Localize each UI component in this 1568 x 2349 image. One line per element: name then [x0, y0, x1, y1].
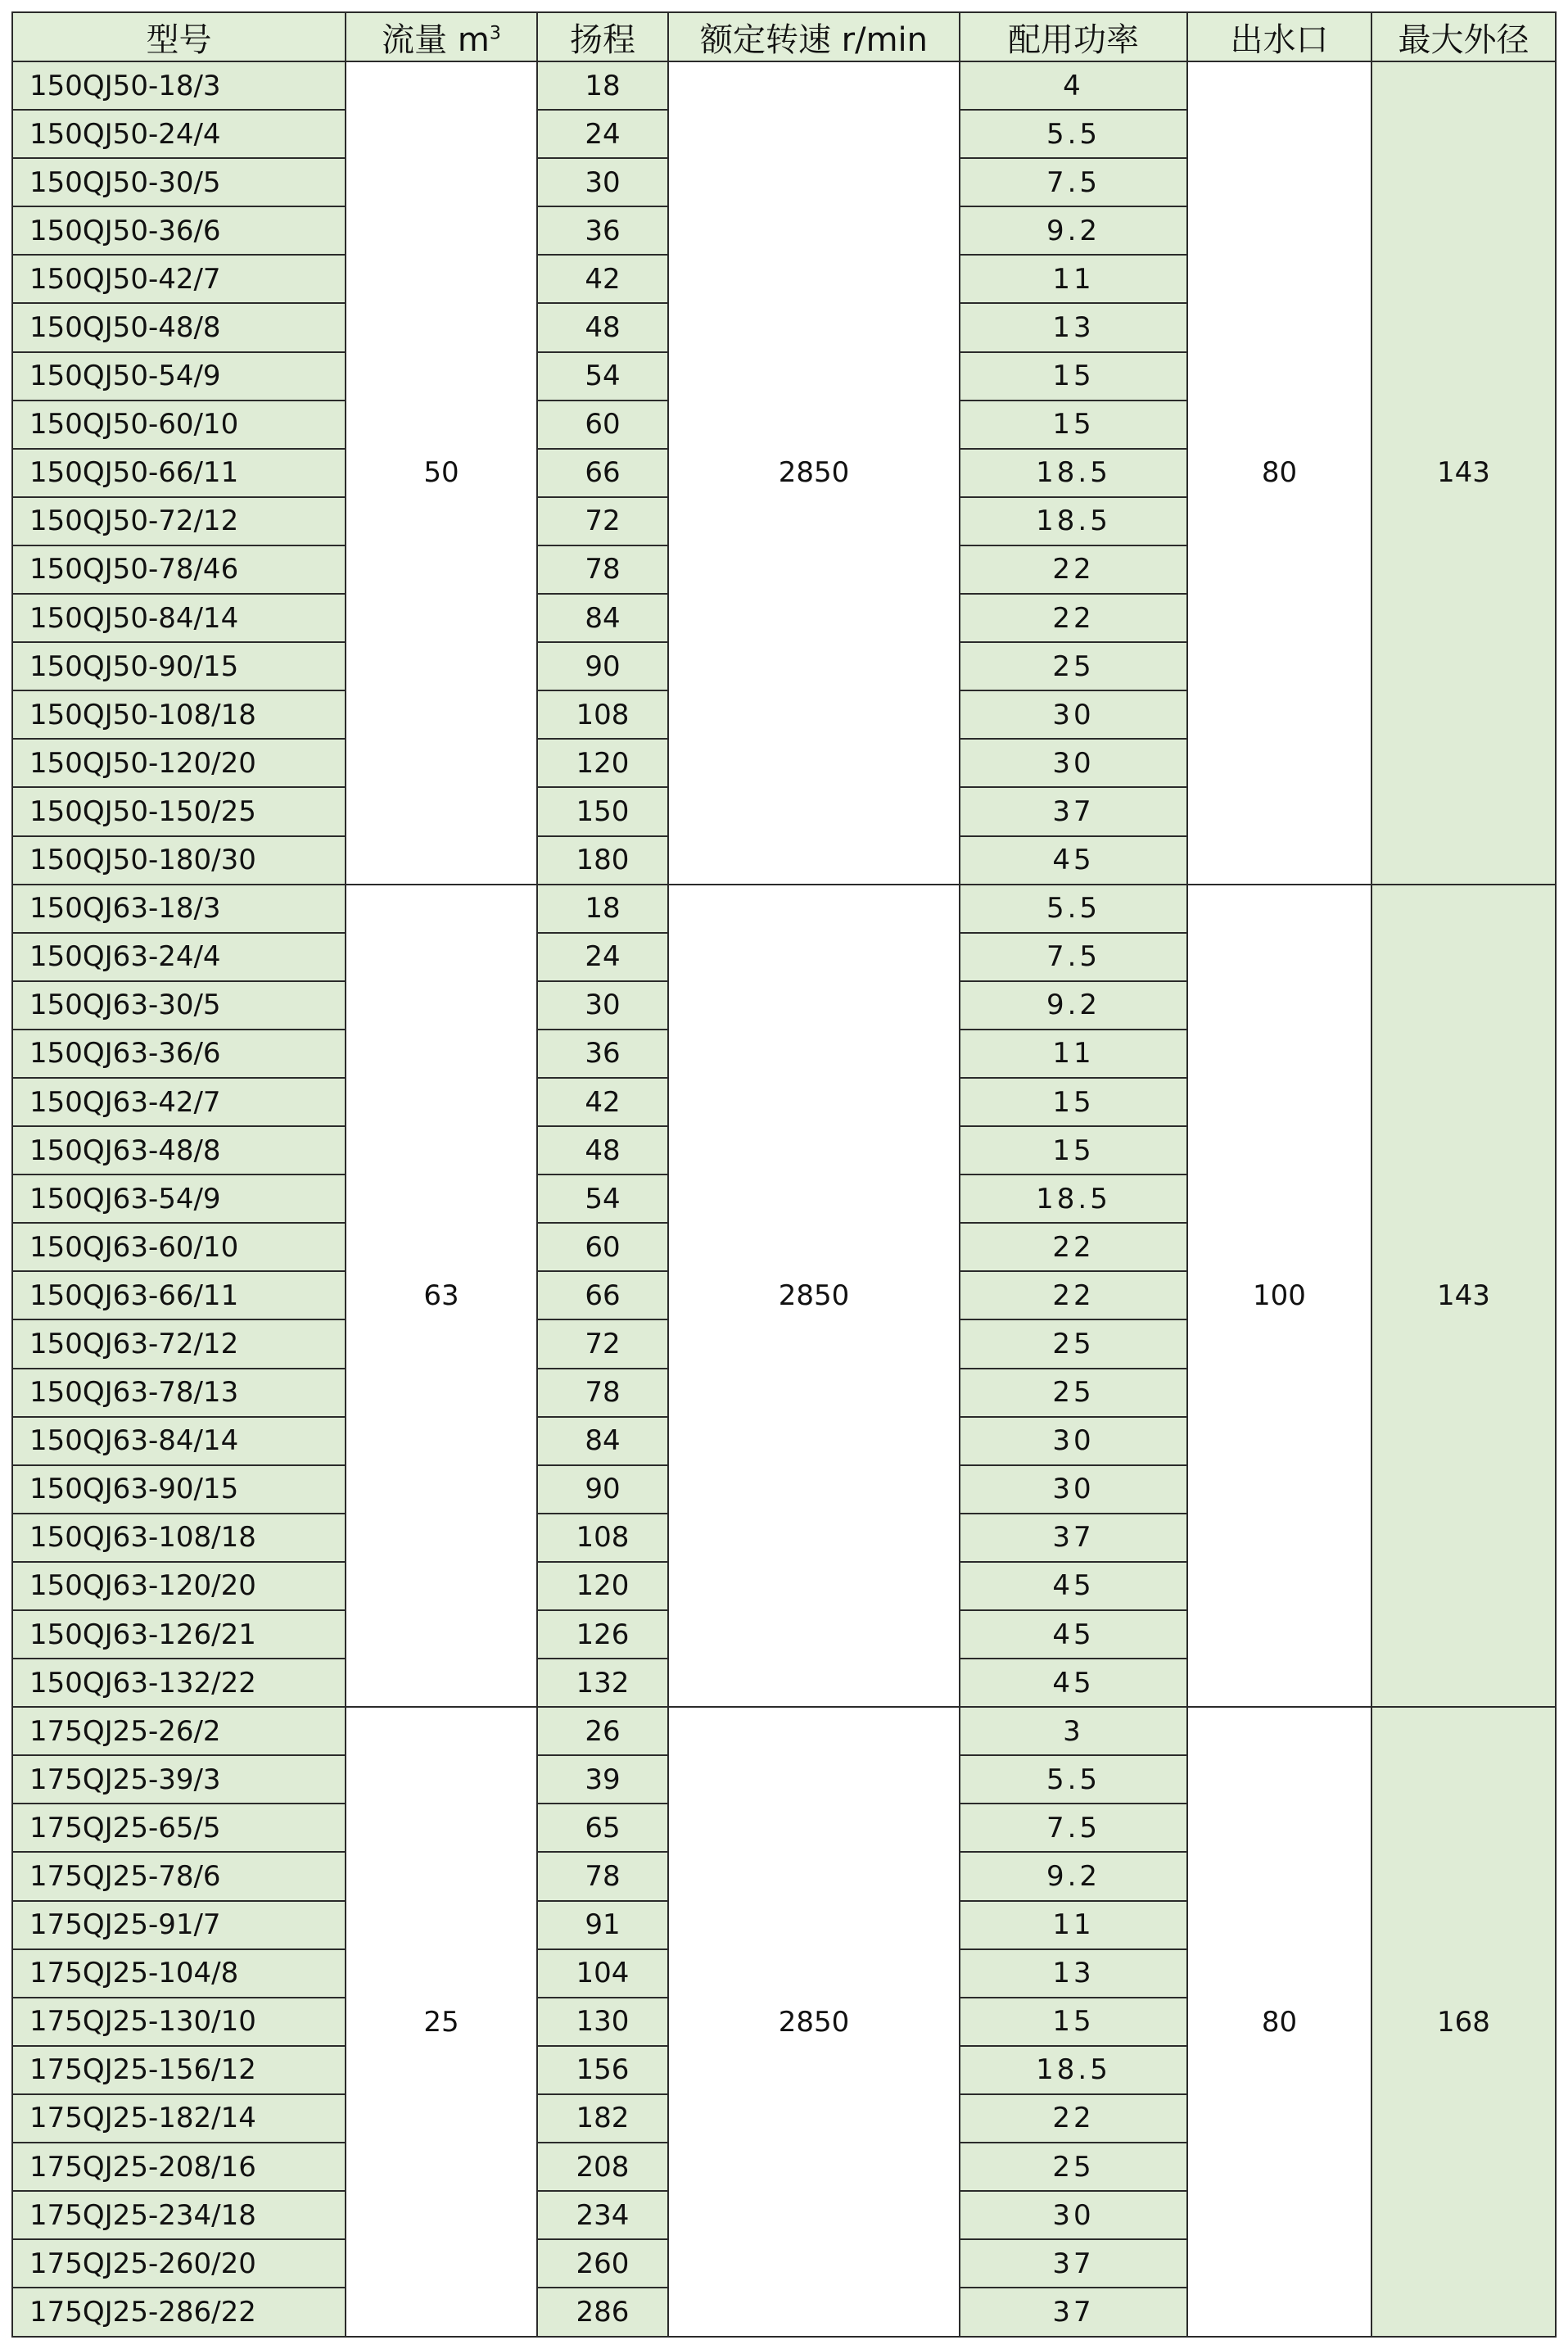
model-cell: 150QJ50-180/30 — [12, 836, 346, 885]
power-cell: 37 — [960, 787, 1187, 835]
head-cell: 78 — [537, 1852, 668, 1900]
head-cell: 36 — [537, 1030, 668, 1078]
diameter-cell: 168 — [1371, 1707, 1556, 2337]
power-cell: 4 — [960, 61, 1187, 110]
model-cell: 150QJ50-72/12 — [12, 497, 346, 545]
power-cell: 37 — [960, 2288, 1187, 2337]
diameter-cell: 143 — [1371, 61, 1556, 885]
model-cell: 150QJ63-48/8 — [12, 1126, 346, 1174]
head-cell: 66 — [537, 449, 668, 497]
head-cell: 26 — [537, 1707, 668, 1755]
head-cell: 104 — [537, 1949, 668, 1998]
model-cell: 150QJ50-60/10 — [12, 401, 346, 449]
power-cell: 5.5 — [960, 885, 1187, 933]
model-cell: 175QJ25-234/18 — [12, 2191, 346, 2239]
power-cell: 15 — [960, 401, 1187, 449]
speed-cell: 2850 — [668, 61, 960, 885]
head-cell: 39 — [537, 1755, 668, 1804]
head-cell: 90 — [537, 642, 668, 690]
model-cell: 150QJ50-42/7 — [12, 255, 346, 303]
power-cell: 9.2 — [960, 981, 1187, 1030]
header-flow — [346, 12, 537, 61]
power-cell: 7.5 — [960, 1804, 1187, 1852]
model-cell: 150QJ63-60/10 — [12, 1223, 346, 1271]
outlet-cell: 100 — [1187, 885, 1371, 1708]
power-cell: 15 — [960, 1126, 1187, 1174]
head-cell: 130 — [537, 1998, 668, 2046]
head-cell: 30 — [537, 158, 668, 206]
head-cell: 66 — [537, 1271, 668, 1319]
power-cell: 30 — [960, 1417, 1187, 1465]
head-cell: 78 — [537, 1369, 668, 1417]
power-cell: 45 — [960, 1562, 1187, 1610]
power-cell: 25 — [960, 1369, 1187, 1417]
power-cell: 45 — [960, 1610, 1187, 1659]
model-cell: 175QJ25-91/7 — [12, 1901, 346, 1949]
model-cell: 175QJ25-286/22 — [12, 2288, 346, 2337]
model-cell: 150QJ63-66/11 — [12, 1271, 346, 1319]
model-cell: 150QJ50-120/20 — [12, 739, 346, 787]
head-cell: 72 — [537, 497, 668, 545]
head-cell: 182 — [537, 2094, 668, 2143]
head-cell: 132 — [537, 1659, 668, 1707]
model-cell: 150QJ63-36/6 — [12, 1030, 346, 1078]
model-cell: 150QJ50-150/25 — [12, 787, 346, 835]
flow-cell: 25 — [346, 1707, 537, 2337]
head-cell: 54 — [537, 1174, 668, 1223]
model-cell: 150QJ63-42/7 — [12, 1078, 346, 1126]
model-cell: 150QJ63-132/22 — [12, 1659, 346, 1707]
table-row — [12, 1707, 1556, 1755]
model-cell: 150QJ63-78/13 — [12, 1369, 346, 1417]
speed-cell: 2850 — [668, 885, 960, 1708]
model-cell: 175QJ25-208/16 — [12, 2143, 346, 2191]
outlet-cell: 80 — [1187, 61, 1371, 885]
table-body — [12, 61, 1556, 2337]
head-cell: 18 — [537, 61, 668, 110]
power-cell: 13 — [960, 1949, 1187, 1998]
power-cell: 22 — [960, 2094, 1187, 2143]
model-cell: 175QJ25-39/3 — [12, 1755, 346, 1804]
model-cell: 150QJ50-48/8 — [12, 303, 346, 351]
power-cell: 7.5 — [960, 158, 1187, 206]
model-cell: 150QJ63-84/14 — [12, 1417, 346, 1465]
power-cell: 15 — [960, 1998, 1187, 2046]
model-cell: 150QJ50-108/18 — [12, 690, 346, 739]
head-cell: 48 — [537, 303, 668, 351]
model-cell: 175QJ25-260/20 — [12, 2239, 346, 2288]
head-cell: 84 — [537, 1417, 668, 1465]
head-cell: 91 — [537, 1901, 668, 1949]
table-row — [12, 885, 1556, 933]
header-head: 扬程 — [537, 12, 668, 61]
power-cell: 15 — [960, 1078, 1187, 1126]
head-cell: 60 — [537, 401, 668, 449]
power-cell: 5.5 — [960, 110, 1187, 158]
model-cell: 150QJ63-54/9 — [12, 1174, 346, 1223]
model-cell: 150QJ50-66/11 — [12, 449, 346, 497]
header-row — [12, 12, 1556, 61]
power-cell: 30 — [960, 2191, 1187, 2239]
model-cell: 150QJ63-120/20 — [12, 1562, 346, 1610]
header-speed: 额定转速 r/min — [668, 12, 960, 61]
head-cell: 180 — [537, 836, 668, 885]
power-cell: 18.5 — [960, 2046, 1187, 2094]
head-cell: 48 — [537, 1126, 668, 1174]
head-cell: 65 — [537, 1804, 668, 1852]
power-cell: 30 — [960, 739, 1187, 787]
model-cell: 175QJ25-156/12 — [12, 2046, 346, 2094]
flow-cell: 50 — [346, 61, 537, 885]
head-cell: 234 — [537, 2191, 668, 2239]
model-cell: 150QJ50-36/6 — [12, 206, 346, 255]
power-cell: 22 — [960, 545, 1187, 594]
power-cell: 45 — [960, 836, 1187, 885]
pump-spec-table — [11, 11, 1557, 2338]
flow-cell: 63 — [346, 885, 537, 1708]
header-flow-unit-superscript: 3 — [489, 23, 501, 44]
head-cell: 260 — [537, 2239, 668, 2288]
model-cell: 175QJ25-26/2 — [12, 1707, 346, 1755]
head-cell: 72 — [537, 1319, 668, 1368]
model-cell: 175QJ25-78/6 — [12, 1852, 346, 1900]
table-row — [12, 61, 1556, 110]
header-model: 型号 — [12, 12, 346, 61]
head-cell: 42 — [537, 1078, 668, 1126]
speed-cell: 2850 — [668, 1707, 960, 2337]
model-cell: 150QJ50-78/46 — [12, 545, 346, 594]
model-cell: 150QJ63-108/18 — [12, 1514, 346, 1562]
head-cell: 108 — [537, 1514, 668, 1562]
model-cell: 150QJ63-126/21 — [12, 1610, 346, 1659]
head-cell: 54 — [537, 352, 668, 401]
power-cell: 5.5 — [960, 1755, 1187, 1804]
head-cell: 120 — [537, 739, 668, 787]
model-cell: 150QJ50-18/3 — [12, 61, 346, 110]
power-cell: 18.5 — [960, 1174, 1187, 1223]
header-diameter: 最大外径 — [1371, 12, 1556, 61]
head-cell: 24 — [537, 110, 668, 158]
model-cell: 150QJ50-24/4 — [12, 110, 346, 158]
model-cell: 150QJ50-54/9 — [12, 352, 346, 401]
power-cell: 30 — [960, 690, 1187, 739]
head-cell: 156 — [537, 2046, 668, 2094]
head-cell: 42 — [537, 255, 668, 303]
model-cell: 150QJ63-18/3 — [12, 885, 346, 933]
head-cell: 150 — [537, 787, 668, 835]
power-cell: 18.5 — [960, 449, 1187, 497]
model-cell: 175QJ25-65/5 — [12, 1804, 346, 1852]
power-cell: 9.2 — [960, 206, 1187, 255]
power-cell: 37 — [960, 2239, 1187, 2288]
head-cell: 24 — [537, 933, 668, 981]
power-cell: 9.2 — [960, 1852, 1187, 1900]
power-cell: 22 — [960, 1271, 1187, 1319]
head-cell: 286 — [537, 2288, 668, 2337]
power-cell: 30 — [960, 1465, 1187, 1514]
power-cell: 25 — [960, 1319, 1187, 1368]
head-cell: 108 — [537, 690, 668, 739]
power-cell: 11 — [960, 1901, 1187, 1949]
header-outlet: 出水口 — [1187, 12, 1371, 61]
power-cell: 25 — [960, 2143, 1187, 2191]
power-cell: 15 — [960, 352, 1187, 401]
model-cell: 150QJ63-90/15 — [12, 1465, 346, 1514]
diameter-cell: 143 — [1371, 885, 1556, 1708]
head-cell: 78 — [537, 545, 668, 594]
power-cell: 3 — [960, 1707, 1187, 1755]
head-cell: 18 — [537, 885, 668, 933]
model-cell: 150QJ50-84/14 — [12, 594, 346, 642]
head-cell: 90 — [537, 1465, 668, 1514]
head-cell: 126 — [537, 1610, 668, 1659]
model-cell: 150QJ63-24/4 — [12, 933, 346, 981]
model-cell: 150QJ63-30/5 — [12, 981, 346, 1030]
power-cell: 22 — [960, 1223, 1187, 1271]
head-cell: 208 — [537, 2143, 668, 2191]
model-cell: 150QJ63-72/12 — [12, 1319, 346, 1368]
model-cell: 175QJ25-130/10 — [12, 1998, 346, 2046]
model-cell: 175QJ25-182/14 — [12, 2094, 346, 2143]
model-cell: 175QJ25-104/8 — [12, 1949, 346, 1998]
model-cell: 150QJ50-90/15 — [12, 642, 346, 690]
power-cell: 37 — [960, 1514, 1187, 1562]
table-header — [12, 12, 1556, 61]
power-cell: 11 — [960, 1030, 1187, 1078]
power-cell: 25 — [960, 642, 1187, 690]
outlet-cell: 80 — [1187, 1707, 1371, 2337]
head-cell: 30 — [537, 981, 668, 1030]
head-cell: 84 — [537, 594, 668, 642]
power-cell: 45 — [960, 1659, 1187, 1707]
head-cell: 36 — [537, 206, 668, 255]
head-cell: 60 — [537, 1223, 668, 1271]
header-power: 配用功率 — [960, 12, 1187, 61]
power-cell: 7.5 — [960, 933, 1187, 981]
header-flow-label: 流量 m — [382, 20, 490, 59]
power-cell: 22 — [960, 594, 1187, 642]
power-cell: 18.5 — [960, 497, 1187, 545]
model-cell: 150QJ50-30/5 — [12, 158, 346, 206]
power-cell: 13 — [960, 303, 1187, 351]
power-cell: 11 — [960, 255, 1187, 303]
head-cell: 120 — [537, 1562, 668, 1610]
